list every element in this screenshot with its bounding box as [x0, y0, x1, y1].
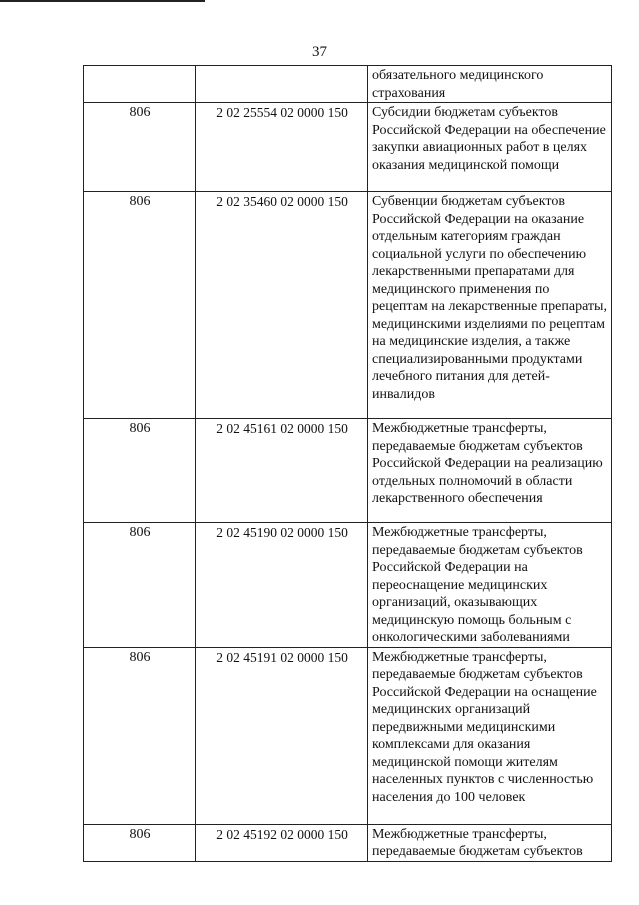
table-row — [84, 419, 612, 523]
admin-code-cell: 806 — [84, 824, 196, 861]
description-cell: Межбюджетные трансферты, передаваемые бюджетам субъектов Российской Федерации на переоснащение медицинских организаций, оказывающих медицинскую помощь больным с онкологическими заболеваниями — [368, 523, 612, 648]
admin-code-cell: 806 — [84, 192, 196, 419]
description-cell: Субвенции бюджетам субъектов Российской Федерации на оказание отдельным категориям граждан социальной услуги по обеспечению лекарственными препаратами для медицинского применения по рецептам на лекарственные препараты, медицинскими изделиями по рецептам на медицинские изделия, а также специализированными продуктами лечебного питания для детей-инвалидов — [368, 192, 612, 419]
description-cell: Субсидии бюджетам субъектов Российской Федерации на обеспечение закупки авиационных работ в целях оказания медицинской помощи — [368, 103, 612, 192]
budget-code-cell: 2 02 45191 02 0000 150 — [196, 647, 368, 824]
top-rule — [0, 0, 205, 2]
budget-code-cell: 2 02 45190 02 0000 150 — [196, 523, 368, 648]
budget-code-cell: 2 02 45161 02 0000 150 — [196, 419, 368, 523]
table-row — [84, 103, 612, 192]
description-cell: Межбюджетные трансферты, передаваемые бюджетам субъектов Российской Федерации на оснащение медицинских организаций передвижными медицинскими комплексами для оказания медицинской помощи жителям населенных пунктов с численностью населения до 100 человек — [368, 647, 612, 824]
admin-code-cell: 806 — [84, 647, 196, 824]
budget-code-cell: 2 02 25554 02 0000 150 — [196, 103, 368, 192]
admin-code-cell — [84, 66, 196, 103]
table-row — [84, 647, 612, 824]
table-row — [84, 66, 612, 103]
table-row — [84, 523, 612, 648]
description-cell: Межбюджетные трансферты, передаваемые бюджетам субъектов Российской Федерации на реализацию отдельных полномочий в области лекарственного обеспечения — [368, 419, 612, 523]
description-cell: Межбюджетные трансферты, передаваемые бюджетам субъектов — [368, 824, 612, 861]
budget-codes-table — [83, 65, 612, 862]
description-cell: обязательного медицинского страхования — [368, 66, 612, 103]
table-row — [84, 824, 612, 861]
budget-code-cell — [196, 66, 368, 103]
budget-code-cell: 2 02 45192 02 0000 150 — [196, 824, 368, 861]
admin-code-cell: 806 — [84, 419, 196, 523]
page-number: 37 — [312, 44, 327, 60]
table-row — [84, 192, 612, 419]
admin-code-cell: 806 — [84, 523, 196, 648]
admin-code-cell: 806 — [84, 103, 196, 192]
budget-code-cell: 2 02 35460 02 0000 150 — [196, 192, 368, 419]
